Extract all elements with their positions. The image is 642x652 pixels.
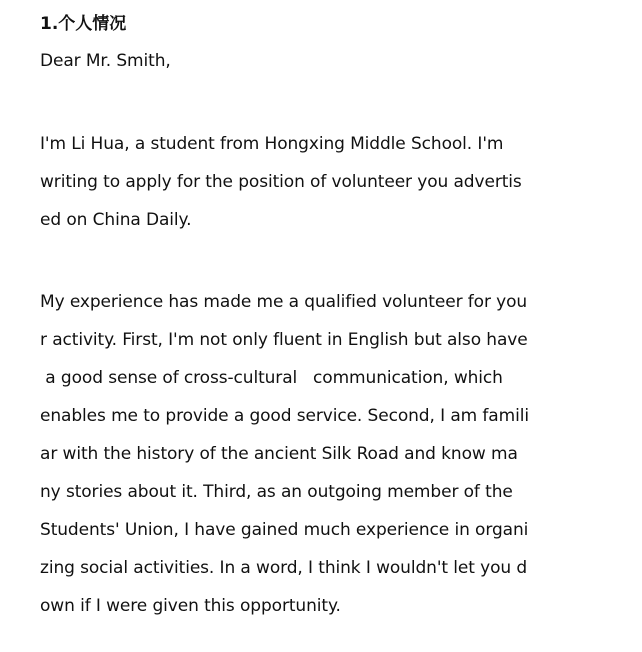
paragraph-line: a good sense of cross-cultural communication, which: [40, 368, 503, 388]
section-heading: 1.个人情况: [40, 14, 127, 34]
paragraph-line: Students' Union, I have gained much experience in organi: [40, 520, 529, 540]
salutation: Dear Mr. Smith,: [40, 51, 171, 71]
paragraph-line: writing to apply for the position of volunteer you advertis: [40, 172, 522, 192]
paragraph-line: own if I were given this opportunity.: [40, 596, 341, 616]
paragraph-line: r activity. First, I'm not only fluent in English but also have: [40, 330, 528, 350]
paragraph-line: enables me to provide a good service. Second, I am famili: [40, 406, 529, 426]
paragraph-line: zing social activities. In a word, I think I wouldn't let you d: [40, 558, 528, 578]
paragraph-line: ed on China Daily.: [40, 210, 192, 230]
paragraph-line: ar with the history of the ancient Silk Road and know ma: [40, 444, 518, 464]
paragraph-line: ny stories about it. Third, as an outgoing member of the: [40, 482, 513, 502]
paragraph-line: My experience has made me a qualified volunteer for you: [40, 292, 528, 312]
paragraph-line: I'm Li Hua, a student from Hongxing Middle School. I'm: [40, 134, 504, 154]
